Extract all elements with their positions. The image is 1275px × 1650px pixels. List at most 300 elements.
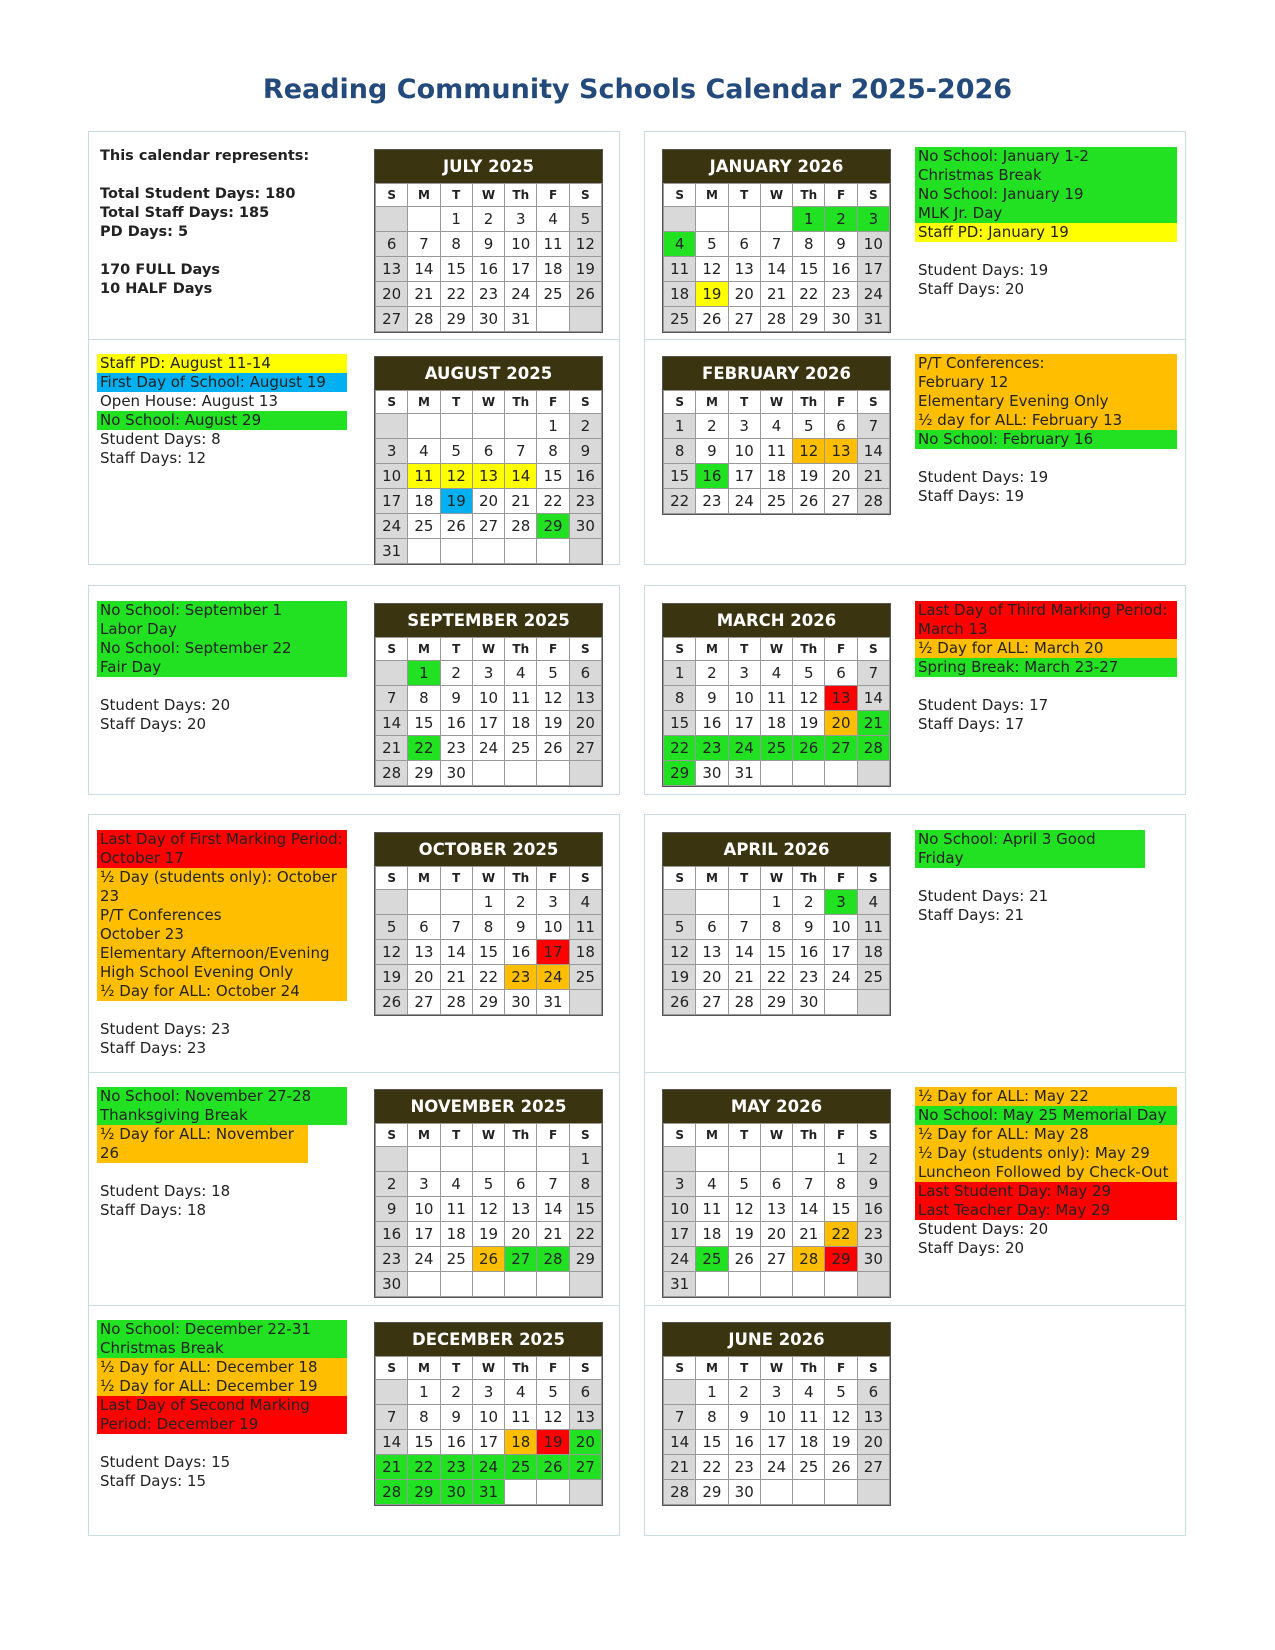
weekday-label: S (376, 638, 408, 661)
day-cell: 26 (728, 1247, 760, 1272)
day-cell: 3 (408, 1172, 440, 1197)
day-cell: 26 (696, 307, 728, 332)
day-cell: 3 (376, 439, 408, 464)
week-row (376, 661, 602, 686)
day-cell: 1 (440, 207, 472, 232)
week-row (664, 1222, 890, 1247)
weekday-label: W (760, 638, 792, 661)
weekday-label: Th (793, 184, 825, 207)
empty-day-cell (825, 761, 857, 786)
note-line: Staff Days: 20 (918, 280, 1025, 298)
calendar-panel (88, 585, 620, 795)
day-cell: 29 (440, 307, 472, 332)
week-row (664, 1247, 890, 1272)
empty-day-cell (376, 661, 408, 686)
spacer (97, 1163, 347, 1182)
day-cell: 12 (440, 464, 472, 489)
event-note: No School: February 16 (915, 430, 1177, 449)
day-cell: 20 (857, 1430, 889, 1455)
day-cell: 8 (472, 915, 504, 940)
empty-day-cell (760, 1272, 792, 1297)
day-cell: 15 (440, 257, 472, 282)
row-divider (89, 1072, 619, 1073)
week-row (664, 489, 890, 514)
day-cell: 16 (696, 464, 728, 489)
empty-day-cell (793, 1272, 825, 1297)
weekday-label: T (728, 391, 760, 414)
day-cell: 19 (376, 965, 408, 990)
month-calendar (374, 149, 603, 333)
notes-block (97, 1320, 347, 1491)
day-cell: 10 (857, 232, 889, 257)
day-cell: 23 (376, 1247, 408, 1272)
weekday-header-row (376, 638, 602, 661)
weekday-label: S (664, 638, 696, 661)
weekday-label: S (664, 184, 696, 207)
weekday-label: S (857, 1124, 889, 1147)
note-line: Student Days: 20 (918, 1220, 1049, 1238)
day-cell: 26 (472, 1247, 504, 1272)
day-cell: 21 (505, 489, 537, 514)
day-cell: 12 (537, 686, 569, 711)
note-line: Student Days: 17 (918, 696, 1049, 714)
month-table (375, 390, 602, 564)
day-cell: 31 (505, 307, 537, 332)
day-cell: 7 (664, 1405, 696, 1430)
day-cell: 21 (408, 282, 440, 307)
day-cell: 28 (440, 990, 472, 1015)
month-calendar (662, 1089, 891, 1298)
day-cell: 13 (505, 1197, 537, 1222)
day-cell: 25 (760, 489, 792, 514)
day-cell: 17 (408, 1222, 440, 1247)
day-cell: 28 (857, 489, 889, 514)
day-cell: 29 (537, 514, 569, 539)
month-title: JUNE 2026 (663, 1323, 890, 1356)
weekday-label: S (664, 1357, 696, 1380)
month-calendar (374, 1089, 603, 1298)
day-cell: 19 (825, 1430, 857, 1455)
day-cell: 7 (408, 232, 440, 257)
day-cell: 1 (760, 890, 792, 915)
week-row (376, 890, 602, 915)
month-calendar (662, 356, 891, 515)
weekday-label: M (408, 1357, 440, 1380)
day-cell: 23 (440, 736, 472, 761)
week-row (376, 1172, 602, 1197)
day-cell: 22 (825, 1222, 857, 1247)
calendar-panel (644, 131, 1186, 565)
month-table (375, 183, 602, 332)
note-line: Open House: August 13 (100, 392, 279, 410)
day-cell: 10 (664, 1197, 696, 1222)
week-row (376, 1380, 602, 1405)
day-cell: 18 (505, 1430, 537, 1455)
day-cell: 8 (664, 686, 696, 711)
day-cell: 31 (537, 990, 569, 1015)
week-row (376, 257, 602, 282)
day-cell: 23 (472, 282, 504, 307)
day-cell: 29 (760, 990, 792, 1015)
event-note: No School: December 22-31 (97, 1320, 347, 1339)
day-cell: 8 (408, 1405, 440, 1430)
day-cell: 20 (825, 711, 857, 736)
day-cell: 23 (728, 1455, 760, 1480)
day-cell: 22 (408, 1455, 440, 1480)
day-cell: 11 (537, 232, 569, 257)
day-cell: 6 (760, 1172, 792, 1197)
empty-day-cell (537, 307, 569, 332)
day-cell: 21 (537, 1222, 569, 1247)
day-cell: 13 (569, 686, 601, 711)
weekday-label: W (472, 1124, 504, 1147)
empty-day-cell (408, 207, 440, 232)
day-cell: 4 (440, 1172, 472, 1197)
weekday-label: T (728, 867, 760, 890)
day-cell: 8 (569, 1172, 601, 1197)
day-cell: 18 (793, 1430, 825, 1455)
month-title: AUGUST 2025 (375, 357, 602, 390)
day-cell: 18 (857, 940, 889, 965)
weekday-label: S (857, 638, 889, 661)
day-cell: 3 (664, 1172, 696, 1197)
note-line: Staff Days: 17 (918, 715, 1025, 733)
day-cell: 23 (696, 736, 728, 761)
note-line: Total Student Days: 180 (100, 186, 296, 202)
event-note: Last Day of Third Marking Period: (915, 601, 1177, 620)
empty-day-cell (664, 1380, 696, 1405)
event-note: Last Day of First Marking Period: (97, 830, 347, 849)
day-cell: 7 (505, 439, 537, 464)
empty-day-cell (728, 890, 760, 915)
empty-day-cell (408, 890, 440, 915)
calendar-panel (88, 131, 620, 565)
day-cell: 22 (664, 736, 696, 761)
day-cell: 17 (537, 940, 569, 965)
day-cell: 28 (408, 307, 440, 332)
weekday-label: S (857, 391, 889, 414)
day-cell: 9 (376, 1197, 408, 1222)
week-row (376, 940, 602, 965)
day-cell: 22 (537, 489, 569, 514)
day-cell: 14 (857, 439, 889, 464)
month-calendar (662, 603, 891, 787)
weekday-label: M (696, 1124, 728, 1147)
day-cell: 2 (696, 661, 728, 686)
empty-day-cell (728, 1147, 760, 1172)
day-cell: 20 (825, 464, 857, 489)
notes-block (97, 830, 347, 1058)
empty-day-cell (376, 1380, 408, 1405)
day-cell: 20 (760, 1222, 792, 1247)
day-cell: 13 (825, 686, 857, 711)
day-cell: 15 (537, 464, 569, 489)
weekday-label: T (440, 867, 472, 890)
event-note: 23 (97, 887, 347, 906)
week-row (664, 414, 890, 439)
empty-day-cell (472, 1272, 504, 1297)
note-line: Student Days: 19 (918, 261, 1049, 279)
day-cell: 25 (664, 307, 696, 332)
note-line: Staff Days: 12 (100, 449, 207, 467)
day-cell: 3 (825, 890, 857, 915)
day-cell: 28 (793, 1247, 825, 1272)
day-cell: 9 (505, 915, 537, 940)
day-cell: 14 (537, 1197, 569, 1222)
weekday-label: F (825, 638, 857, 661)
weekday-label: T (440, 184, 472, 207)
day-cell: 9 (728, 1405, 760, 1430)
weekday-label: M (696, 184, 728, 207)
week-row (376, 539, 602, 564)
day-cell: 16 (376, 1222, 408, 1247)
day-cell: 24 (728, 736, 760, 761)
day-cell: 23 (857, 1222, 889, 1247)
day-cell: 25 (440, 1247, 472, 1272)
week-row (664, 1455, 890, 1480)
day-cell: 16 (825, 257, 857, 282)
day-cell: 18 (537, 257, 569, 282)
day-cell: 14 (440, 940, 472, 965)
day-cell: 27 (472, 514, 504, 539)
event-note: October 23 (97, 925, 347, 944)
day-cell: 17 (760, 1430, 792, 1455)
day-cell: 3 (472, 1380, 504, 1405)
day-cell: 2 (825, 207, 857, 232)
day-cell: 29 (408, 761, 440, 786)
month-calendar (374, 603, 603, 787)
day-cell: 7 (376, 686, 408, 711)
day-cell: 19 (696, 282, 728, 307)
spacer (915, 449, 1177, 468)
note-line: Student Days: 23 (100, 1020, 231, 1038)
day-cell: 18 (696, 1222, 728, 1247)
day-cell: 27 (728, 307, 760, 332)
day-cell: 23 (505, 965, 537, 990)
day-cell: 4 (760, 661, 792, 686)
day-cell: 19 (793, 464, 825, 489)
week-row (376, 1197, 602, 1222)
day-cell: 1 (537, 414, 569, 439)
day-cell: 17 (728, 711, 760, 736)
day-cell: 19 (793, 711, 825, 736)
day-cell: 18 (664, 282, 696, 307)
day-cell: 16 (857, 1197, 889, 1222)
notes-block (97, 1087, 347, 1220)
day-cell: 7 (760, 232, 792, 257)
week-row (376, 1222, 602, 1247)
day-cell: 23 (696, 489, 728, 514)
weekday-label: W (760, 867, 792, 890)
weekday-header-row (376, 1124, 602, 1147)
empty-day-cell (825, 1480, 857, 1505)
weekday-label: S (569, 391, 601, 414)
day-cell: 7 (793, 1172, 825, 1197)
weekday-label: T (440, 638, 472, 661)
day-cell: 11 (505, 686, 537, 711)
month-calendar (374, 356, 603, 565)
week-row (376, 282, 602, 307)
day-cell: 22 (760, 965, 792, 990)
day-cell: 4 (408, 439, 440, 464)
day-cell: 4 (696, 1172, 728, 1197)
month-table (663, 637, 890, 786)
day-cell: 24 (537, 965, 569, 990)
day-cell: 1 (793, 207, 825, 232)
empty-day-cell (857, 1480, 889, 1505)
day-cell: 29 (569, 1247, 601, 1272)
day-cell: 10 (537, 915, 569, 940)
day-cell: 5 (569, 207, 601, 232)
month-title: JULY 2025 (375, 150, 602, 183)
day-cell: 8 (408, 686, 440, 711)
weekday-header-row (664, 184, 890, 207)
weekday-header-row (664, 391, 890, 414)
empty-day-cell (537, 539, 569, 564)
day-cell: 9 (440, 1405, 472, 1430)
day-cell: 13 (696, 940, 728, 965)
day-cell: 2 (505, 890, 537, 915)
day-cell: 8 (537, 439, 569, 464)
day-cell: 20 (376, 282, 408, 307)
empty-day-cell (472, 761, 504, 786)
day-cell: 2 (472, 207, 504, 232)
weekday-label: Th (505, 391, 537, 414)
day-cell: 31 (857, 307, 889, 332)
day-cell: 15 (569, 1197, 601, 1222)
day-cell: 4 (760, 414, 792, 439)
spacer (915, 677, 1177, 696)
day-cell: 10 (825, 915, 857, 940)
week-row (376, 464, 602, 489)
day-cell: 14 (505, 464, 537, 489)
day-cell: 5 (537, 1380, 569, 1405)
month-title: SEPTEMBER 2025 (375, 604, 602, 637)
notes-block (915, 1087, 1177, 1258)
weekday-label: M (408, 867, 440, 890)
weekday-label: Th (793, 638, 825, 661)
day-cell: 16 (569, 464, 601, 489)
weekday-label: T (440, 1124, 472, 1147)
day-cell: 13 (408, 940, 440, 965)
empty-day-cell (376, 890, 408, 915)
day-cell: 26 (569, 282, 601, 307)
weekday-label: F (825, 1124, 857, 1147)
day-cell: 24 (505, 282, 537, 307)
day-cell: 8 (664, 439, 696, 464)
day-cell: 4 (505, 661, 537, 686)
day-cell: 24 (664, 1247, 696, 1272)
day-cell: 8 (440, 232, 472, 257)
weekday-label: T (440, 391, 472, 414)
event-note: ½ Day for ALL: November 26 (97, 1125, 308, 1163)
day-cell: 24 (857, 282, 889, 307)
week-row (664, 257, 890, 282)
notes-block (915, 147, 1177, 299)
day-cell: 10 (728, 686, 760, 711)
week-row (376, 711, 602, 736)
week-row (664, 990, 890, 1015)
day-cell: 10 (376, 464, 408, 489)
day-cell: 14 (728, 940, 760, 965)
note-line: Student Days: 8 (100, 430, 221, 448)
empty-day-cell (664, 890, 696, 915)
day-cell: 6 (825, 414, 857, 439)
day-cell: 27 (505, 1247, 537, 1272)
empty-day-cell (696, 1272, 728, 1297)
calendar-panel (644, 585, 1186, 795)
week-row (376, 915, 602, 940)
weekday-label: F (537, 1124, 569, 1147)
weekday-label: F (825, 1357, 857, 1380)
week-row (664, 1272, 890, 1297)
event-note: No School: August 29 (97, 411, 347, 430)
day-cell: 12 (825, 1405, 857, 1430)
day-cell: 5 (472, 1172, 504, 1197)
empty-day-cell (505, 1480, 537, 1505)
day-cell: 23 (569, 489, 601, 514)
day-cell: 31 (664, 1272, 696, 1297)
weekday-label: F (825, 184, 857, 207)
day-cell: 1 (664, 661, 696, 686)
day-cell: 10 (728, 439, 760, 464)
weekday-label: S (857, 867, 889, 890)
weekday-label: S (664, 1124, 696, 1147)
empty-day-cell (472, 1147, 504, 1172)
month-title: OCTOBER 2025 (375, 833, 602, 866)
weekday-label: Th (505, 867, 537, 890)
weekday-label: Th (505, 1124, 537, 1147)
day-cell: 20 (696, 965, 728, 990)
event-note: Luncheon Followed by Check-Out (915, 1163, 1177, 1182)
day-cell: 11 (696, 1197, 728, 1222)
day-cell: 12 (664, 940, 696, 965)
day-cell: 18 (408, 489, 440, 514)
month-title: DECEMBER 2025 (375, 1323, 602, 1356)
weekday-label: F (537, 867, 569, 890)
empty-day-cell (728, 1272, 760, 1297)
note-line: Staff Days: 20 (100, 715, 207, 733)
week-row (376, 1455, 602, 1480)
day-cell: 26 (537, 736, 569, 761)
weekday-label: S (376, 184, 408, 207)
weekday-label: M (408, 184, 440, 207)
event-note: February 12 (915, 373, 1177, 392)
empty-day-cell (857, 761, 889, 786)
event-note: No School: January 19 (915, 185, 1177, 204)
weekday-label: F (825, 391, 857, 414)
week-row (664, 736, 890, 761)
day-cell: 31 (728, 761, 760, 786)
weekday-label: Th (505, 638, 537, 661)
event-note: ½ Day for ALL: May 22 (915, 1087, 1177, 1106)
week-row (376, 1147, 602, 1172)
day-cell: 28 (376, 761, 408, 786)
day-cell: 23 (825, 282, 857, 307)
day-cell: 18 (440, 1222, 472, 1247)
note-line: Staff Days: 19 (918, 487, 1025, 505)
day-cell: 10 (505, 232, 537, 257)
weekday-label: W (760, 184, 792, 207)
week-row (664, 661, 890, 686)
spacer (915, 868, 1177, 887)
day-cell: 12 (793, 686, 825, 711)
day-cell: 8 (793, 232, 825, 257)
day-cell: 30 (793, 990, 825, 1015)
empty-day-cell (793, 1480, 825, 1505)
day-cell: 17 (825, 940, 857, 965)
day-cell: 1 (472, 890, 504, 915)
